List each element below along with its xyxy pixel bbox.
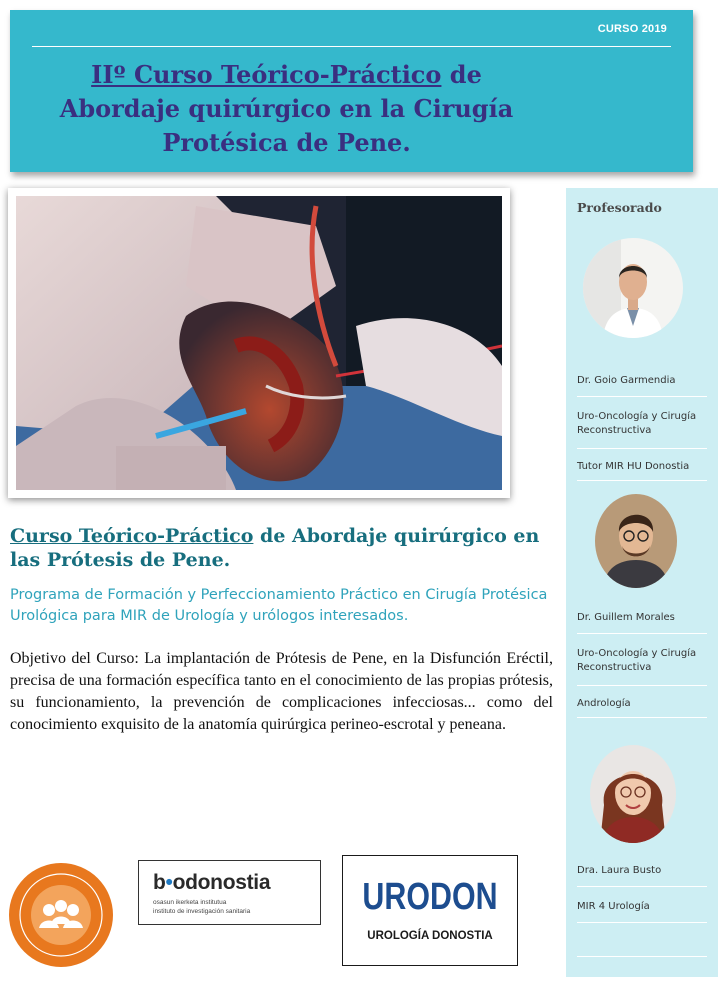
- biodonostia-line1: osasun ikerketa institutua: [153, 899, 227, 906]
- divider: [577, 717, 707, 718]
- divider: [577, 886, 707, 887]
- surgery-photo-image: [16, 196, 502, 490]
- divider: [577, 480, 707, 481]
- teacher-3-role: MIR 4 Urología: [577, 901, 650, 912]
- teacher-1-role: Uro-Oncología y Cirugía Reconstructiva: [577, 411, 697, 436]
- title-rest: de Abordaje quirúrgico en la Cirugía Protésica de Pene.: [59, 60, 514, 157]
- divider: [577, 685, 707, 686]
- header-rule: [32, 46, 671, 47]
- divider: [577, 396, 707, 397]
- course-objective: Objetivo del Curso: La implantación de Prótesis de Pene, en la Disfunción Eréctil, precisa de una formación específica tanto en el conocimiento de las propias prótesis, su funcionamiento, la prevención de complicaciones infecciosas... como del conocimiento exquisito de la anatomía quirúrgica perineo-escrotal y peneana.: [10, 650, 553, 733]
- biodonostia-suffix: odonostia: [172, 871, 271, 894]
- course-subtitle: Programa de Formación y Perfeccionamiento Práctico en Cirugía Protésica Urológica para MIR de Urología y urólogos interesados.: [10, 587, 548, 624]
- teacher-1-extra: Tutor MIR HU Donostia: [577, 461, 690, 472]
- seal-icon: [8, 862, 114, 968]
- urodon-name: URODON: [362, 876, 498, 918]
- title-underlined: IIº Curso Teórico-Práctico: [91, 60, 442, 89]
- course-title-rest: de Abordaje quirúrgico en las Prótesis de Pene.: [10, 525, 540, 571]
- teacher-3-name: Dra. Laura Busto: [577, 865, 662, 876]
- teacher-2-extra: Andrología: [577, 698, 631, 709]
- urodon-logo: [342, 855, 518, 966]
- teacher-2-photo: [595, 494, 677, 588]
- course-year-label: CURSO 2019: [597, 23, 667, 35]
- teacher-3-avatar: [590, 745, 676, 843]
- divider: [577, 633, 707, 634]
- teachers-sidebar: [566, 188, 718, 977]
- teacher-3-photo: [590, 745, 676, 843]
- surgery-photo: [8, 188, 510, 498]
- divider: [577, 448, 707, 449]
- header-banner: [10, 10, 693, 172]
- docencia-seal-logo: [8, 862, 114, 968]
- biodonostia-line2: instituto de investigación sanitaria: [153, 908, 251, 915]
- teacher-2-role: Uro-Oncología y Cirugía Reconstructiva: [577, 648, 697, 673]
- divider: [577, 922, 707, 923]
- biodonostia-prefix: b: [153, 871, 166, 894]
- biodonostia-logo: [138, 860, 321, 925]
- sidebar-heading: Profesorado: [577, 200, 662, 215]
- teacher-2-name: Dr. Guillem Morales: [577, 612, 675, 623]
- teacher-1-photo: [583, 238, 683, 338]
- teacher-2-avatar: [595, 494, 677, 588]
- teacher-1-name: Dr. Goio Garmendia: [577, 375, 676, 386]
- urodon-subtitle: UROLOGÍA DONOSTIA: [367, 930, 493, 942]
- course-title: [10, 524, 550, 572]
- course-title-underlined: Curso Teórico-Práctico: [10, 525, 254, 547]
- page-title: [30, 58, 543, 160]
- teacher-1-avatar: [583, 238, 683, 338]
- biodonostia-accent: •: [165, 871, 173, 894]
- divider: [577, 956, 707, 957]
- biodonostia-name: [153, 871, 270, 895]
